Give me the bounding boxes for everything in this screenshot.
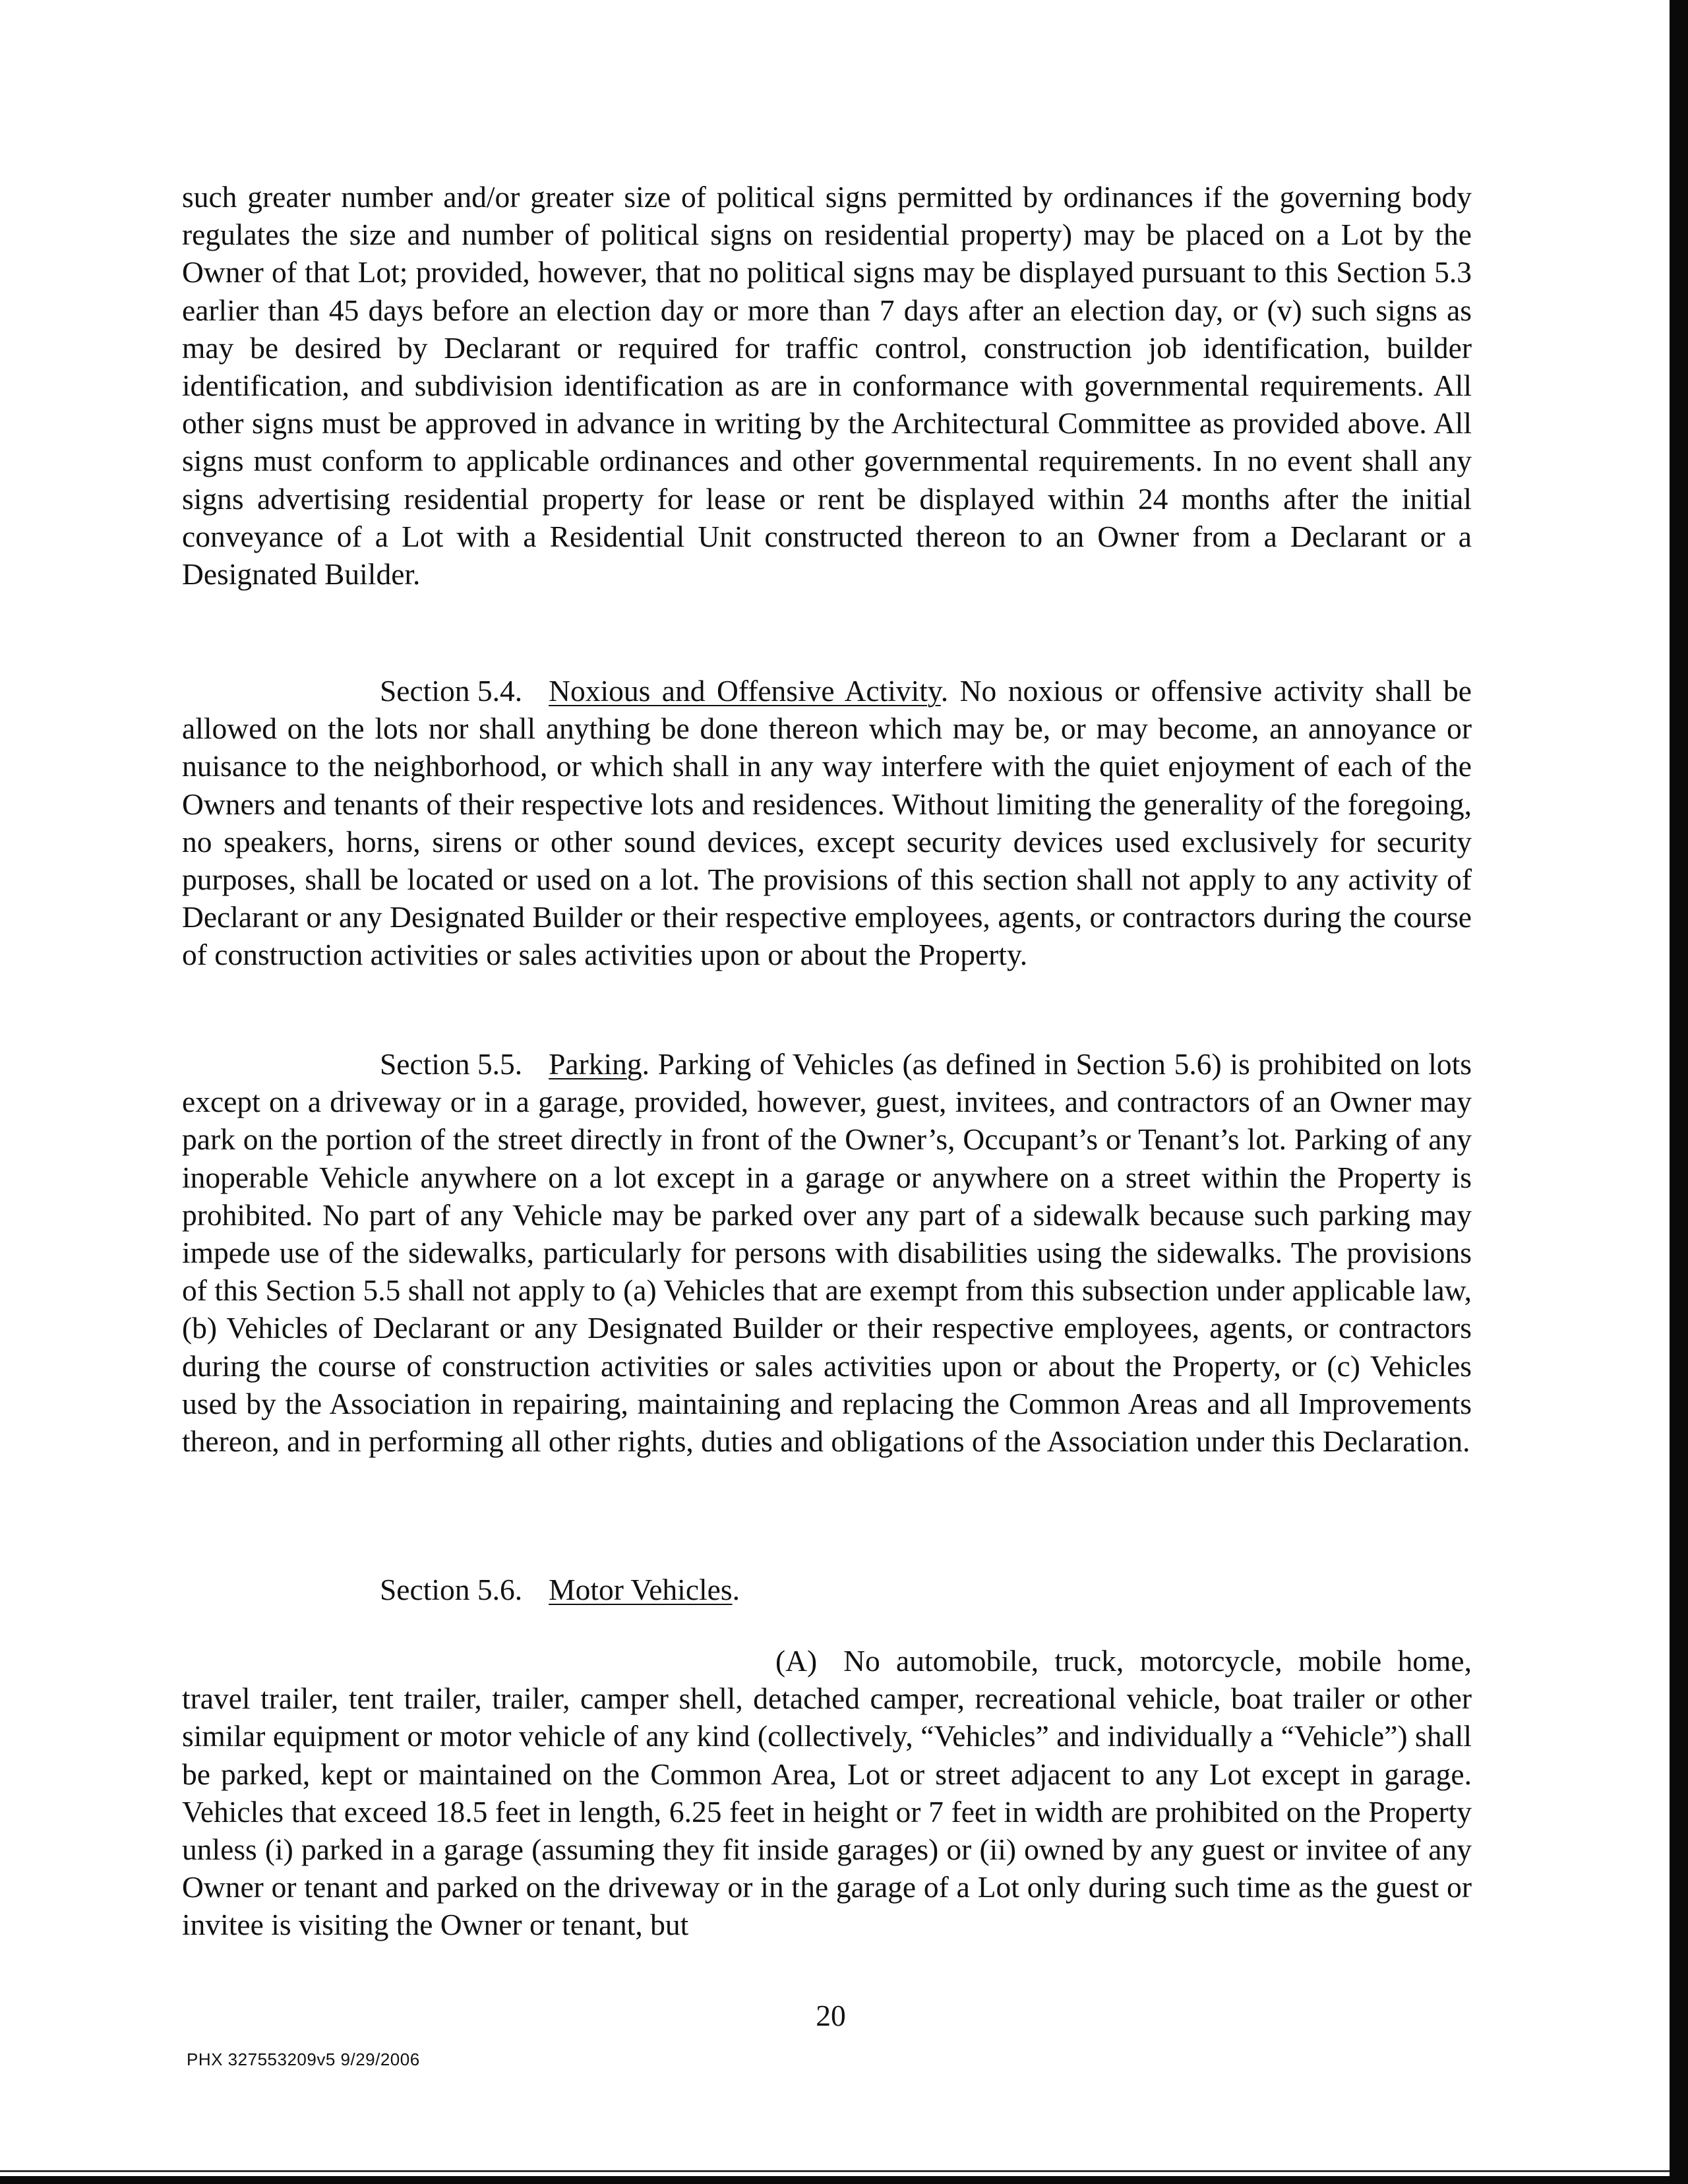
section-5-4-heading: Noxious and Offensive Activity — [549, 674, 941, 708]
section-5-6-number: Section 5.6. — [380, 1573, 523, 1606]
page-number: 20 — [816, 1999, 846, 2032]
section-5-5-paragraph — [182, 1045, 1472, 1460]
section-5-6-heading: Motor Vehicles — [549, 1573, 733, 1606]
section-5-6-trailing: . — [732, 1573, 740, 1606]
subsection-a-paragraph — [182, 1642, 1472, 1944]
scan-right-border — [1670, 0, 1688, 2184]
continuation-paragraph: such greater number and/or greater size of political signs permitted by ordinances if the governing body regulates the size and number of political signs on residential property) may be placed on a Lot by the Owner of that Lot; provided, however, that no political signs may be displayed pursuant to this Section 5.3 earlier than 45 days before an election day or more than 7 days after an election day, or (v) such signs as may be desired by Declarant or required for traffic control, construction job identification, builder identification, and subdivision identification as are in conformance with governmental requirements. All other signs must be approved in advance in writing by the Architectural Committee as provided above. All signs must conform to applicable ordinances and other governmental requirements. In no event shall any signs advertising residential property for lease or rent be displayed within 24 months after the initial conveyance of a Lot with a Residential Unit constructed thereon to an Owner from a Declarant or a Designated Builder. — [182, 180, 1472, 592]
section-5-5-number: Section 5.5. — [380, 1047, 523, 1081]
section-5-5-heading: Parking — [549, 1047, 642, 1081]
scan-bottom-line — [0, 2170, 1670, 2172]
section-5-4-paragraph — [182, 672, 1472, 974]
scan-bottom-border — [0, 2176, 1688, 2184]
section-5-4-body: . No noxious or offensive activity shall be allowed on the lots nor shall anything be done thereon which may be, or may become, an annoyance or nuisance to the neighborhood, or which shall in any way interfere with the quiet enjoyment of each of the Owners and tenants of their respective lots and residences. Without limiting the generality of the foregoing, no speakers, horns, sirens or other sound devices, except security devices used exclusively for security purposes, shall be located or used on a lot. The provisions of this section shall not apply to any activity of Declarant or any Designated Builder or their respective employees, agents, or contractors during the course of construction activities or sales activities upon or about the Property. — [182, 674, 1472, 972]
subsection-a-body: No automobile, truck, motorcycle, mobile home, travel trailer, tent trailer, trailer, camper shell, detached camper, recreational vehicle, boat trailer or other similar equipment or motor vehicle of any kind (collectively, “Vehicles” and individually a “Vehicle”) shall be parked, kept or maintained on the Common Area, Lot or street adjacent to any Lot except in garage. Vehicles that exceed 18.5 feet in length, 6.25 feet in height or 7 feet in width are prohibited on the Property unless (i) parked in a garage (assuming they fit inside garages) or (ii) owned by any guest or invitee of any Owner or tenant and parked on the driveway or in the garage of a Lot only during such time as the guest or invitee is visiting the Owner or tenant, but — [182, 1644, 1472, 1942]
section-5-6-paragraph — [182, 1571, 1472, 1608]
subsection-a-label: (A) — [775, 1644, 818, 1678]
document-id: PHX 327553209v5 9/29/2006 — [187, 2049, 420, 2069]
section-5-4-number: Section 5.4. — [380, 674, 523, 708]
section-5-5-body: . Parking of Vehicles (as defined in Section 5.6) is prohibited on lots except on a driveway or in a garage, provided, however, guest, invitees, and contractors of an Owner may park on the portion of the street directly in front of the Owner’s, Occupant’s or Tenant’s lot. Parking of any inoperable Vehicle anywhere on a lot except in a garage or anywhere on a street within the Property is prohibited. No part of any Vehicle may be parked over any part of a sidewalk because such parking may impede use of the sidewalks, particularly for persons with disabilities using the sidewalks. The provisions of this Section 5.5 shall not apply to (a) Vehicles that are exempt from this subsection under applicable law, (b) Vehicles of Declarant or any Designated Builder or their respective employees, agents, or contractors during the course of construction activities or sales activities upon or about the Property, or (c) Vehicles used by the Association in repairing, maintaining and replacing the Common Areas and all Improvements thereon, and in performing all other rights, duties and obligations of the Association under this Declaration. — [182, 1047, 1472, 1459]
